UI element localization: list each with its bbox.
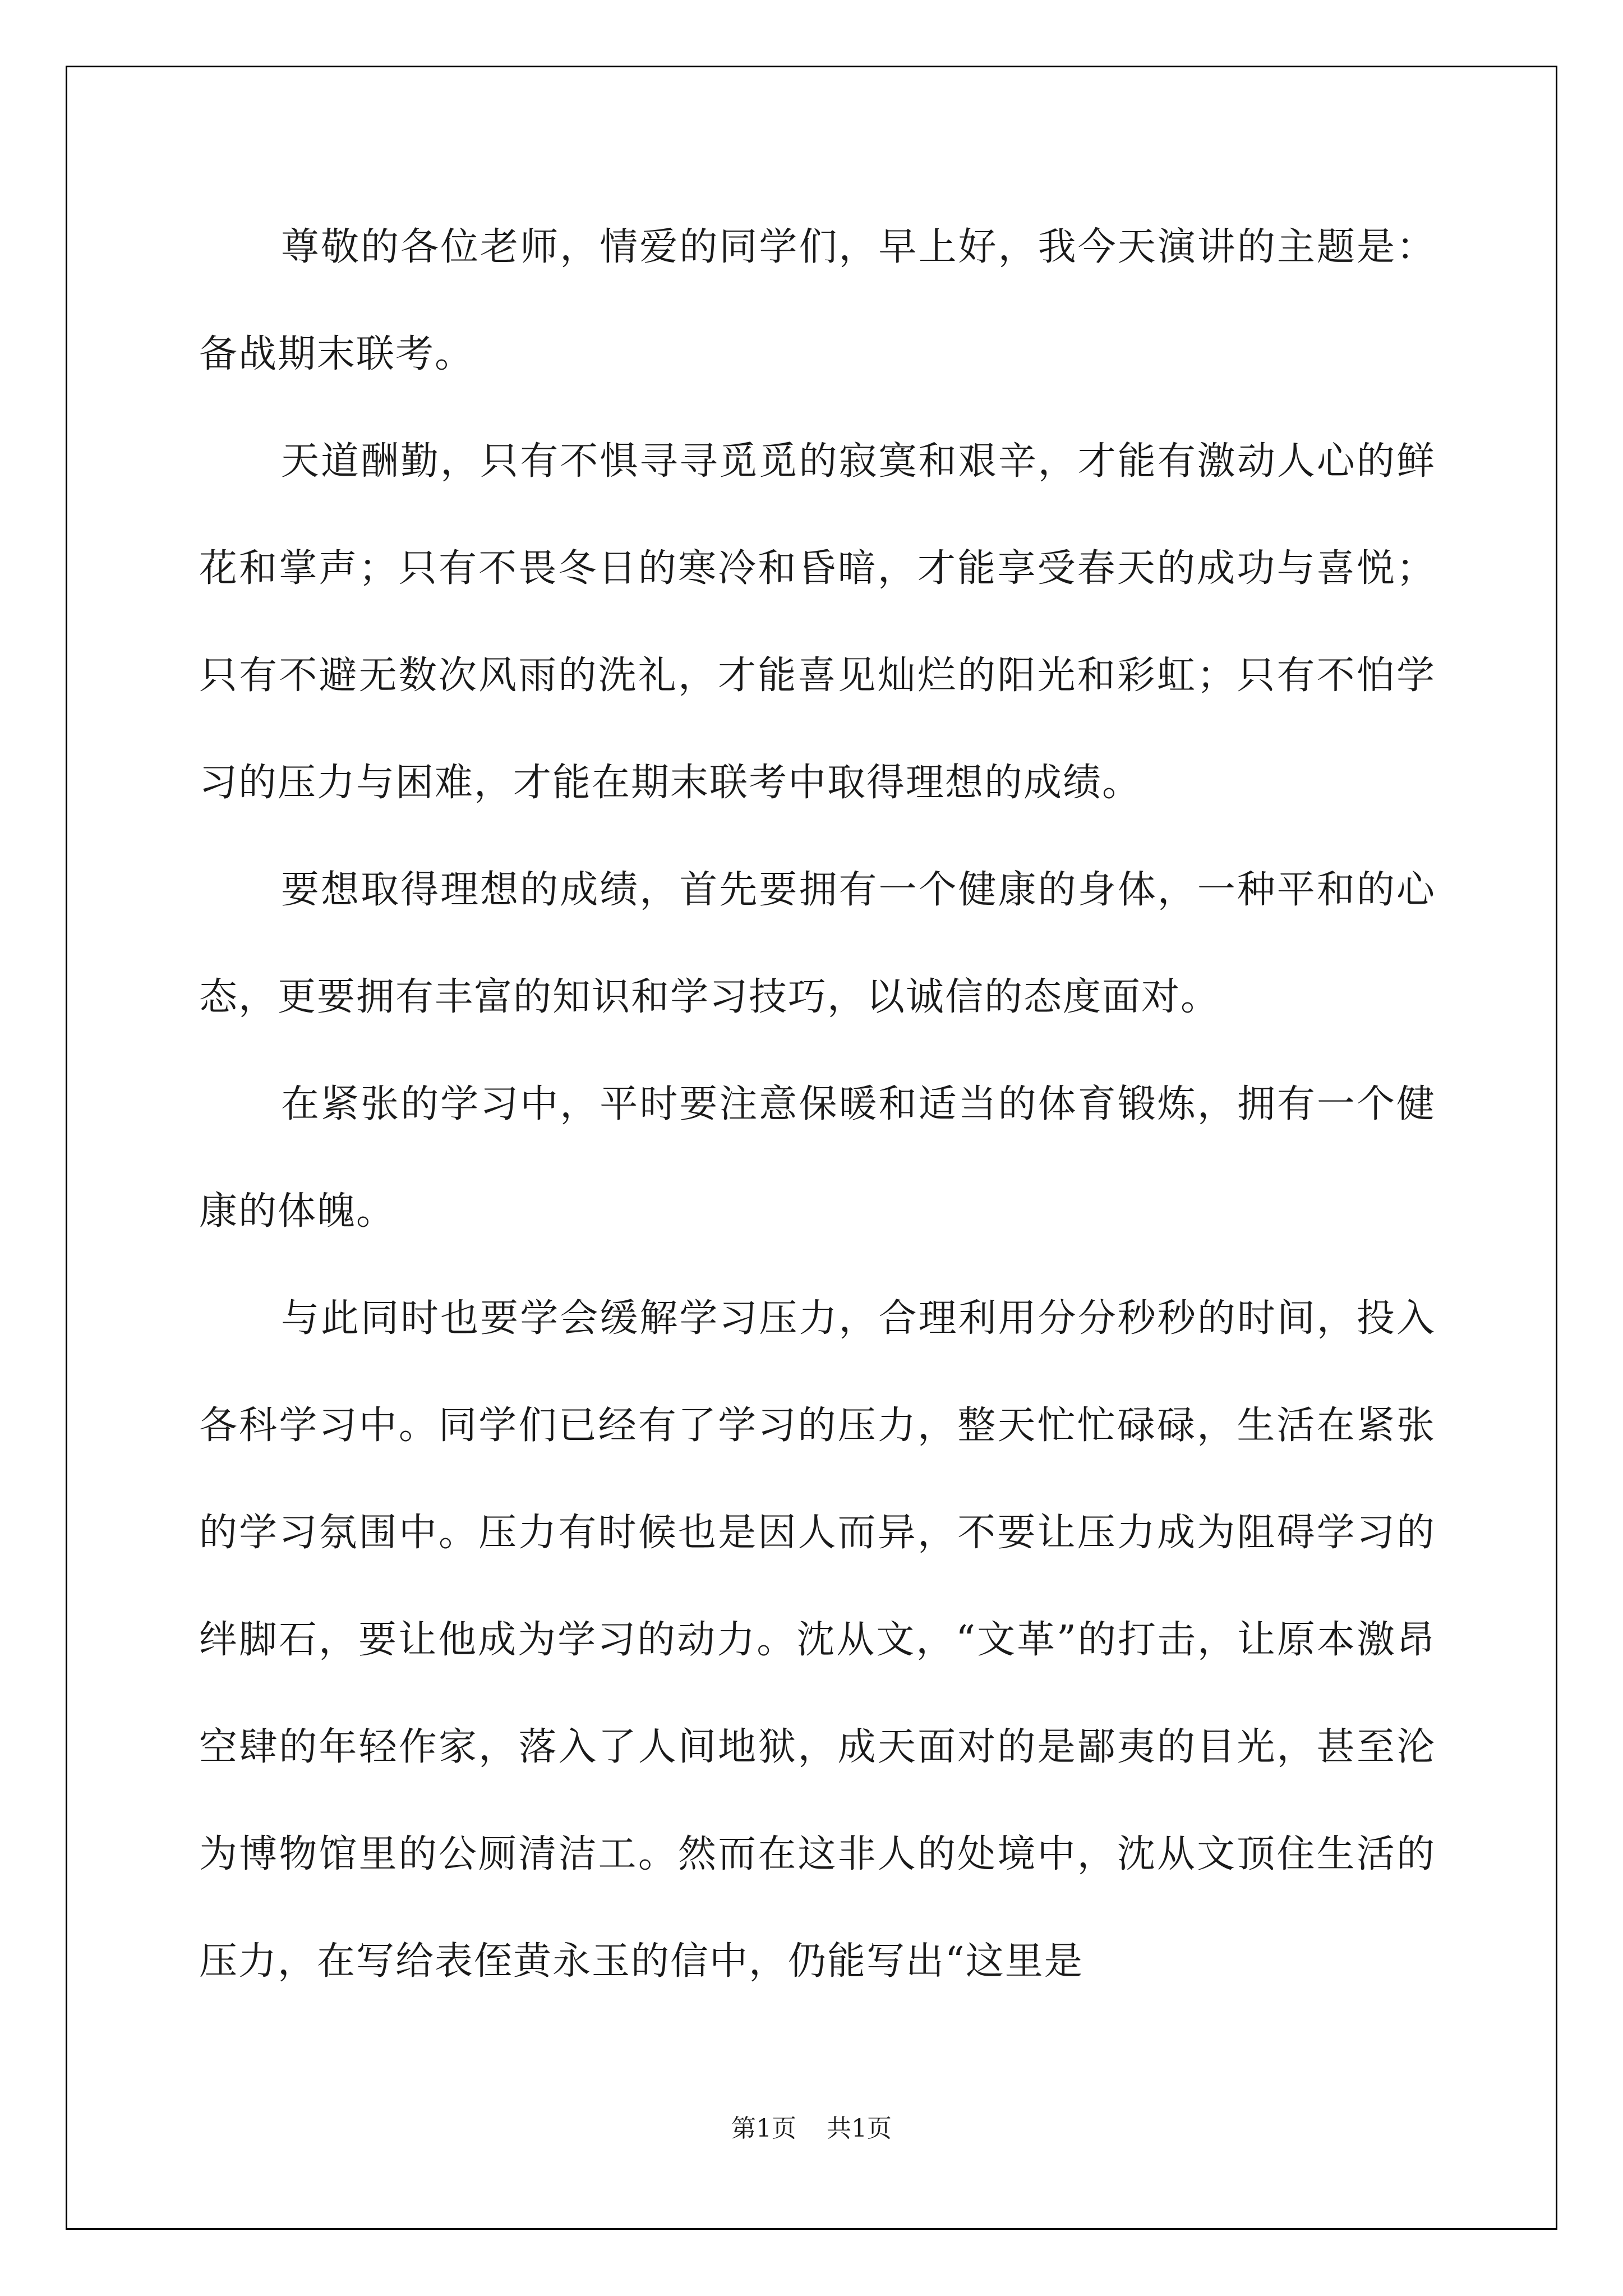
paragraph-2: 天道酬勤，只有不惧寻寻觅觅的寂寞和艰辛，才能有激动人心的鲜花和掌声；只有不畏冬日的寒冷和昏暗，才能享受春天的成功与喜悦；只有不避无数次风雨的洗礼，才能喜见灿烂的阳光和彩虹；只有不怕学习的压力与困难，才能在期末联考中取得理想的成绩。 [199,439,1436,805]
paragraph-3: 要想取得理想的成绩，首先要拥有一个健康的身体，一种平和的心态，更要拥有丰富的知识和学习技巧，以诚信的态度面对。 [199,868,1436,1019]
paragraph-5: 与此同时也要学会缓解学习压力，合理利用分分秒秒的时间，投入各科学习中。同学们已经有了学习的压力，整天忙忙碌碌，生活在紧张的学习氛围中。压力有时候也是因人而异，不要让压力成为阻碍学习的绊脚石，要让他成为学习的动力。沈从文，“文革”的打击，让原本激昂空肆的年轻作家，落入了人间地狱，成天面对的是鄙夷的目光，甚至沦为博物馆里的公厕清洁工。然而在这非人的处境中，沈从文顶住生活的压力，在写给表侄黄永玉的信中，仍能写出“这里是 [199,1296,1436,1984]
paragraph-4: 在紧张的学习中，平时要注意保暖和适当的体育锻炼，拥有一个健康的体魄。 [199,1082,1436,1234]
document-body [199,194,1436,2015]
page-number-current: 第1页 [731,2114,796,2143]
page-number-total: 共1页 [827,2114,892,2143]
page-footer [0,2112,1623,2146]
paragraph-1: 尊敬的各位老师，情爱的同学们，早上好，我今天演讲的主题是：备战期末联考。 [199,225,1436,376]
